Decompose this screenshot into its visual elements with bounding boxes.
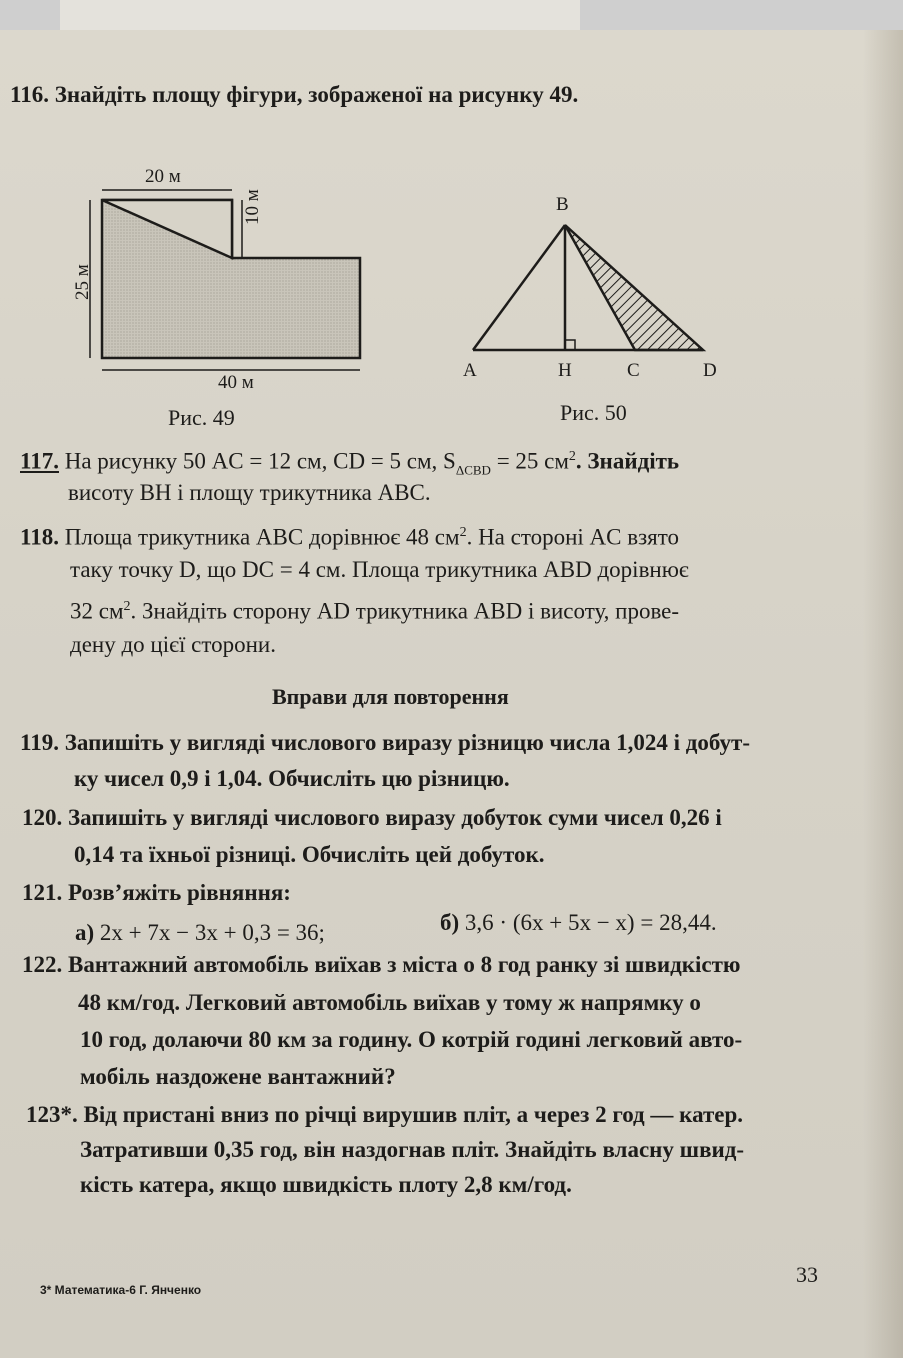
text: Площа трикутника ABC дорівнює 48 см — [64, 524, 460, 550]
background-paper — [60, 0, 580, 30]
fig49-bottom-label: 40 м — [218, 372, 254, 393]
label-C: C — [627, 360, 640, 381]
text: Розв’яжіть рівняння: — [68, 880, 291, 905]
text: На рисунку 50 AC = 12 см, CD = 5 см, S — [64, 448, 456, 474]
text-sup: 2 — [123, 599, 131, 614]
text-sup: 2 — [568, 449, 576, 464]
equation-label: а) — [75, 920, 95, 945]
text: Запишіть у вигляді числового виразу різницю числа 1,024 і добут- — [64, 730, 750, 755]
equation-text: 3,6 · (6x + 5x − x) = 28,44. — [464, 910, 717, 935]
problem-122-line2: 48 км/год. Легковий автомобіль виїхав у тому ж напрямку о — [78, 990, 701, 1015]
label-A: A — [463, 360, 477, 381]
fig49-caption: Рис. 49 — [168, 405, 235, 430]
problem-122-line4: мобіль наздожене вантажний? — [80, 1064, 396, 1089]
label-H: H — [558, 360, 572, 381]
side-AB — [473, 225, 565, 350]
fig49-right-label: 10 м — [242, 189, 263, 225]
background-strip — [0, 0, 903, 30]
problem-text: Знайдіть площу фігури, зображеної на рисунку 49. — [54, 82, 579, 107]
text-sup: 2 — [459, 525, 467, 540]
fig49-top-label: 20 м — [145, 166, 181, 187]
problem-119-line2: ку чисел 0,9 і 1,04. Обчисліть цю різницю. — [74, 766, 510, 791]
problem-number: 123*. — [26, 1102, 78, 1127]
problem-123-line2: Затративши 0,35 год, він наздогнав пліт. Знайдіть власну швид- — [80, 1137, 745, 1162]
problem-116 — [10, 80, 578, 110]
page-spine-shadow — [863, 30, 903, 1358]
problem-number: 118. — [20, 524, 59, 550]
problem-123-line1 — [26, 1100, 743, 1130]
problem-117-line2: висоту BH і площу трикутника ABC. — [68, 480, 431, 505]
problem-number: 116. — [10, 82, 49, 107]
text: . На стороні AC взято — [466, 524, 680, 550]
equation-b — [440, 908, 717, 938]
section-title: Вправи для повторення — [272, 684, 509, 709]
footer-book-title: 3* Математика-6 Г. Янченко — [40, 1283, 202, 1297]
label-B: B — [556, 194, 569, 215]
shaded-triangle-CBD — [565, 225, 703, 350]
problem-122-line3: 10 год, долаючи 80 км за годину. О котрій годині легковий авто- — [80, 1027, 743, 1052]
problem-120-line1 — [22, 803, 722, 833]
label-D: D — [703, 360, 717, 381]
problem-123-line3: кість катера, якщо швидкість плоту 2,8 км/год. — [80, 1172, 572, 1197]
page-number: 33 — [796, 1262, 818, 1287]
fig50-caption: Рис. 50 — [560, 400, 627, 425]
text: = 25 см — [490, 448, 569, 474]
problem-118-line1 — [20, 518, 679, 553]
problem-number: 122. — [22, 952, 63, 977]
problem-118-line4: дену до цієї сторони. — [70, 632, 276, 657]
fig49-left-label: 25 м — [72, 264, 93, 300]
problem-number: 119. — [20, 730, 59, 755]
figure-50 — [455, 195, 725, 365]
problem-122-line1 — [22, 950, 741, 980]
problem-number: 120. — [22, 805, 63, 830]
problem-number: 117. — [20, 448, 59, 474]
equation-label: б) — [440, 910, 460, 935]
problem-118-line2: таку точку D, що DC = 4 см. Площа трикутника ABD дорівнює — [70, 557, 689, 582]
text: . Знайдіть — [575, 448, 680, 474]
equation-a — [75, 918, 325, 948]
text: Вантажний автомобіль виїхав з міста о 8 год ранку зі швидкістю — [68, 952, 741, 977]
text: Запишіть у вигляді числового виразу добуток суми чисел 0,26 і — [68, 805, 722, 830]
text: . Знайдіть сторону AD трикутника ABD і висоту, прове- — [130, 598, 680, 624]
text: Від пристані вниз по річці вирушив пліт, а через 2 год — катер. — [83, 1102, 744, 1127]
problem-119-line1 — [20, 728, 750, 758]
equation-text: 2x + 7x − 3x + 0,3 = 36; — [99, 920, 325, 945]
problem-120-line2: 0,14 та їхньої різниці. Обчисліть цей добуток. — [74, 842, 545, 867]
problem-number: 121. — [22, 880, 63, 905]
problem-121-line1 — [22, 878, 291, 908]
problem-118-line3 — [70, 592, 679, 627]
figure-49 — [60, 160, 380, 400]
right-angle-mark — [565, 340, 575, 350]
text: 32 см — [70, 598, 124, 624]
text-sub: ΔCBD — [455, 462, 491, 478]
